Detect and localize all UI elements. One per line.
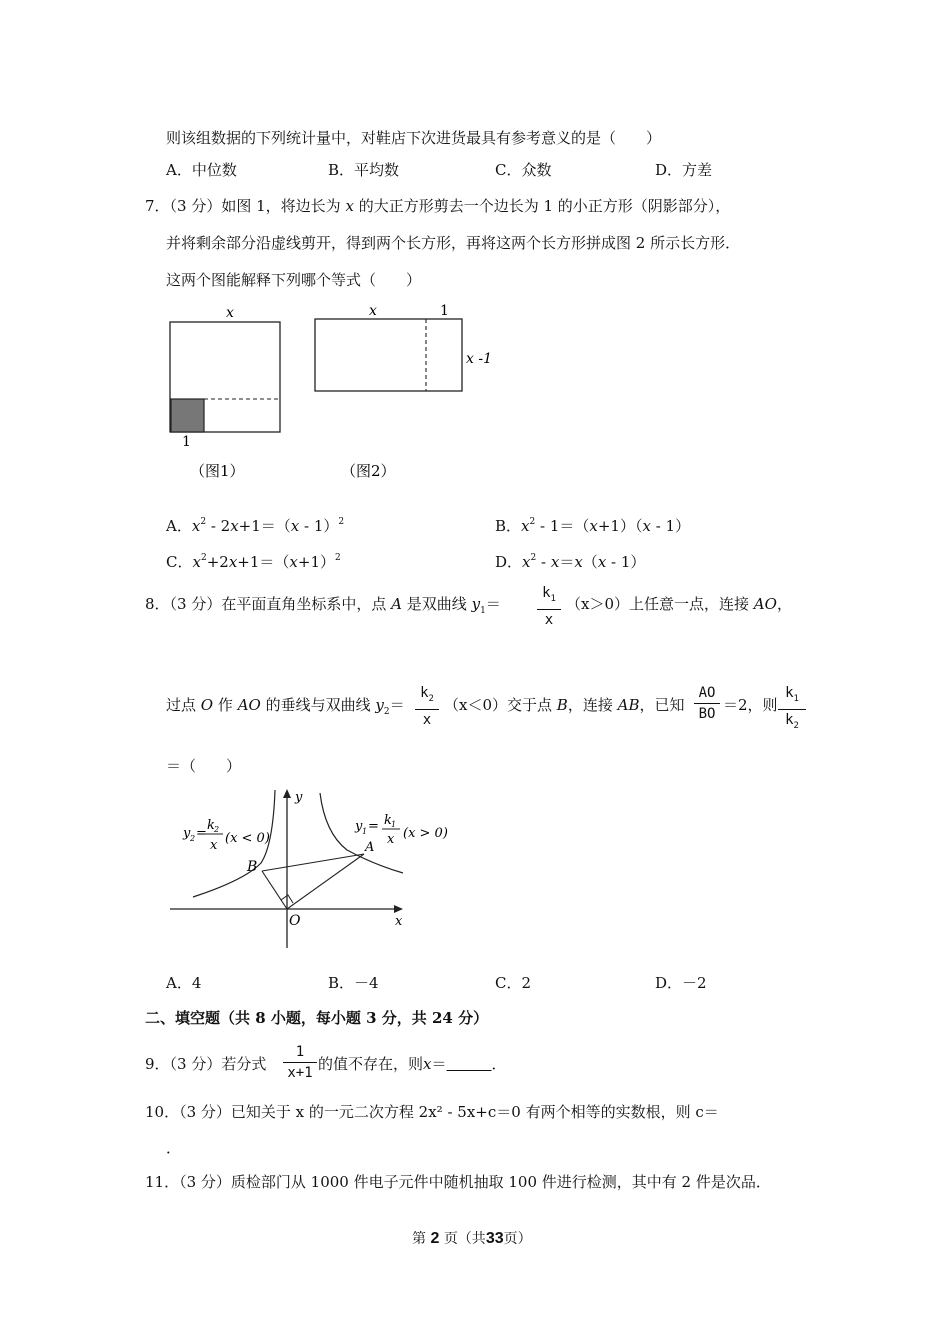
q9-stem-a: 9．（3 分）若分式 (145, 1055, 267, 1073)
q6-option-a: A．中位数 (166, 161, 237, 179)
q8-option-a: A．4 (166, 974, 202, 992)
q8-option-c: C．2 (495, 974, 532, 992)
q8-stem-line3: ＝（ ） (166, 757, 242, 775)
q7-text-b: 的大正方形剪去一个边长为 1 的小正方形（阴影部分）， (358, 197, 731, 215)
q7-figure-1 (160, 300, 300, 485)
q10-answer-line: ． (166, 1139, 182, 1157)
q8-fraction-ao-bo: AO BO (694, 684, 720, 723)
svg-text:(x > 0): (x > 0) (403, 826, 448, 841)
label-b: B (247, 859, 258, 875)
svg-text:y: y (355, 819, 363, 834)
page-total: 33 (485, 1230, 504, 1247)
q6-text: 则该组数据的下列统计量中，对鞋店下次进货最具有参考意义的是（ ） (166, 129, 662, 147)
q8-fraction-k1-x: $k_1$ x (537, 584, 561, 629)
fig1-top-label: x (226, 305, 234, 321)
svg-text:x: x (210, 838, 218, 853)
svg-text:1: 1 (362, 827, 368, 836)
q10-stem: 10．（3 分）已知关于 x 的一元二次方程 2x² - 5x+c＝0 有两个相等的实数根，则 c＝ (145, 1103, 719, 1121)
label-a: A (365, 840, 375, 855)
q7-text-a: 如图 1，将边长为 (221, 197, 341, 215)
q8-stem-line2-a: 过点 O 作 AO 的垂线与双曲线 $y_2=$ (166, 696, 405, 717)
q8-graph (165, 785, 465, 955)
x-axis-arrow (394, 905, 403, 913)
fig2-side-label: x -1 (466, 351, 492, 367)
q7-stem-line1 (145, 196, 730, 216)
q7-stem-line3: 这两个图能解释下列哪个等式（ ） (166, 271, 422, 289)
q7-option-d: D．$x^2 - x=x(x - 1)$ (495, 553, 646, 571)
svg-text:k: k (384, 813, 392, 828)
q8-option-d: D．－2 (655, 974, 707, 992)
svg-text:(x < 0): (x < 0) (225, 831, 270, 846)
y-axis-arrow (283, 789, 291, 798)
svg-text:=: = (368, 819, 379, 834)
q7-option-a: A．$x^2 - 2x+1=(x - 1)^2$ (166, 517, 345, 535)
fig2-caption: （图2） (341, 462, 396, 480)
q6-option-b: B．平均数 (328, 161, 400, 179)
q7-option-c: C．$x^2+2x+1=(x+1)^2$ (166, 553, 341, 571)
segment-ob (262, 871, 287, 909)
fig1-caption: （图1） (190, 462, 245, 480)
fig2-top-label-x: x (369, 303, 377, 319)
svg-text:2: 2 (190, 834, 196, 843)
svg-text:y: y (183, 826, 191, 841)
svg-text:=: = (196, 826, 207, 841)
q8-stem-line2-c: ＝2，则 (723, 696, 778, 714)
q7-var-x: x (345, 197, 354, 215)
q8-option-b: B．－4 (328, 974, 379, 992)
section-2-title: 二、填空题（共 8 小题，每小题 3 分，共 24 分） (145, 1009, 489, 1027)
segment-ba (262, 854, 364, 871)
label-x-axis: x (395, 914, 403, 929)
q9-fraction: 1 x+1 (283, 1043, 317, 1082)
q6-option-d: D．方差 (655, 161, 713, 179)
svg-text:x: x (387, 832, 395, 847)
q8-stem-line2-b: （x＜0）交于点 B，连接 AB，已知 (444, 696, 685, 714)
q7-score: （3 分） (169, 197, 222, 215)
q7-option-b: B．$x^2 - 1=(x+1)(x - 1)$ (495, 517, 691, 535)
q8-stem-line1-a: 8．（3 分）在平面直角坐标系中，点 A 是双曲线 $y_1=$ (145, 595, 501, 616)
q6-option-c: C．众数 (495, 161, 552, 179)
q11-stem: 11．（3 分）质检部门从 1000 件电子元件中随机抽取 100 件进行检测，其中有 2 件是次品． (145, 1173, 771, 1191)
fig1-bottom-label: 1 (182, 434, 191, 450)
q7-stem-line2: 并将剩余部分沿虚线剪开，得到两个长方形，再将这两个长方形拼成图 2 所示长方形． (166, 234, 741, 252)
q8-fraction-k1-k2: $k_1$ $k_2$ (778, 684, 806, 735)
svg-text:2: 2 (214, 825, 220, 834)
segment-oa (287, 854, 364, 909)
q7-number: 7． (145, 197, 170, 215)
fig2-top-label-1: 1 (440, 303, 449, 319)
svg-text:1: 1 (391, 820, 397, 829)
label-origin: O (289, 913, 301, 929)
page-footer: 第 2 页（共33页） (412, 1230, 532, 1247)
q7-figure-2 (305, 300, 505, 485)
label-y-axis: y (295, 790, 303, 805)
q9-answer-blank[interactable]: ______ (446, 1055, 492, 1073)
q8-fraction-k2-x: $k_2$ x (415, 684, 439, 729)
page-number: 2 (430, 1230, 440, 1247)
q9-stem-b: 的值不存在，则x＝______． (318, 1055, 507, 1073)
q8-stem-line1-b: （x＞0）上任意一点，连接 AO， (566, 595, 792, 613)
svg-text:k: k (207, 818, 215, 833)
label-left-curve (182, 818, 270, 853)
